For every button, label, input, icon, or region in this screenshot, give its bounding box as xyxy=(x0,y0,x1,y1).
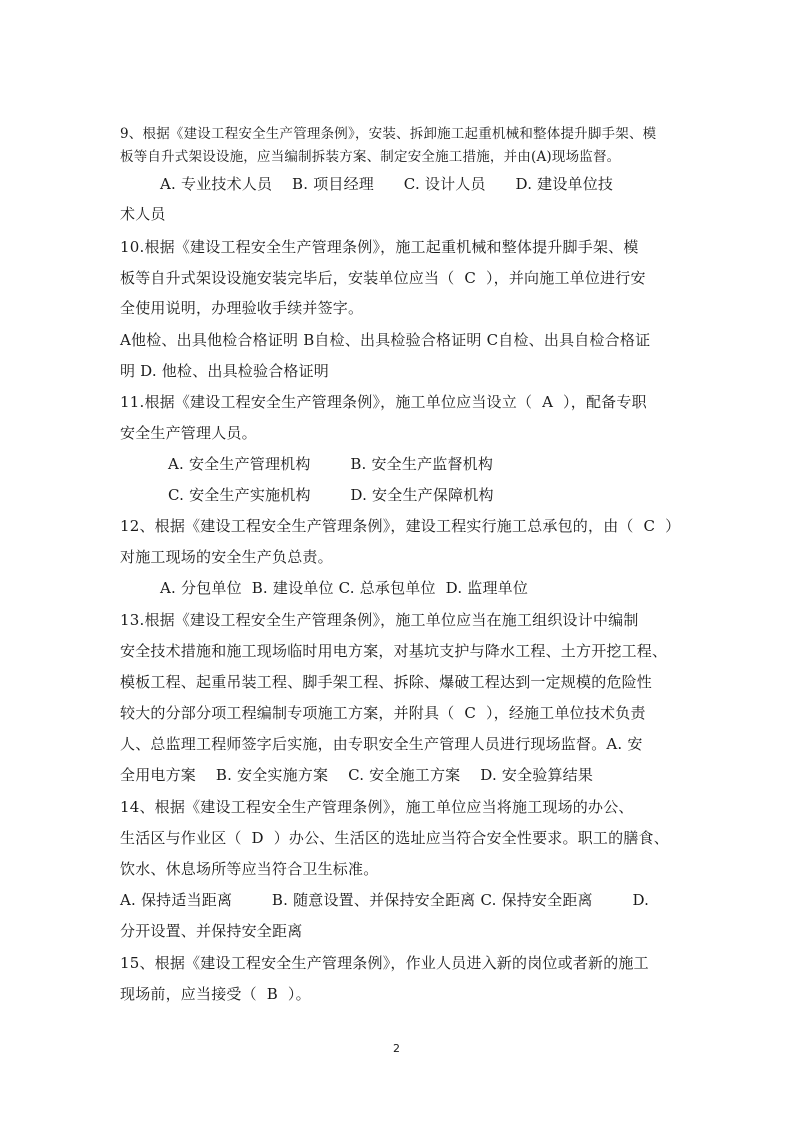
q13-stem-line-5: 人、总监理工程师签字后实施，由专职安全生产管理人员进行现场监督。A. 安 xyxy=(120,735,643,753)
q14-stem-line-1: 14、根据《建设工程安全生产管理条例》，施工单位应当将施工现场的办公、 xyxy=(120,798,634,816)
q12-stem-line-1: 12、根据《建设工程安全生产管理条例》，建设工程实行施工总承包的，由（ C ） xyxy=(120,517,681,535)
q11-options-row-2: C. 安全生产实施机构 D. 安全生产保障机构 xyxy=(168,486,494,504)
page-number: 2 xyxy=(393,1042,400,1055)
q9-options-cont: 术人员 xyxy=(120,205,166,223)
q10-stem-line-3: 全使用说明，办理验收手续并签字。 xyxy=(120,299,364,317)
q9-options: A. 专业技术人员 B. 项目经理 C. 设计人员 D. 建设单位技 xyxy=(160,175,614,193)
q9-stem-line-2: 板等自升式架设设施，应当编制拆装方案、制定安全施工措施，并由(A)现场监督。 xyxy=(120,149,621,165)
q13-options: 全用电方案 B. 安全实施方案 C. 安全施工方案 D. 安全验算结果 xyxy=(120,766,594,784)
q14-options-cont: 分开设置、并保持安全距离 xyxy=(120,922,303,940)
q14-options: A. 保持适当距离 B. 随意设置、并保持安全距离 C. 保持安全距离 D. xyxy=(120,891,650,909)
q15-stem-line-1: 15、根据《建设工程安全生产管理条例》，作业人员进入新的岗位或者新的施工 xyxy=(120,954,649,972)
q9-stem-line-1: 9、根据《建设工程安全生产管理条例》，安装、拆卸施工起重机械和整体提升脚手架、模 xyxy=(120,126,657,142)
q14-stem-line-2: 生活区与作业区（ D ）办公、生活区的选址应当符合安全性要求。职工的膳食、 xyxy=(120,829,669,847)
q13-stem-line-1: 13.根据《建设工程安全生产管理条例》，施工单位应当在施工组织设计中编制 xyxy=(120,611,639,629)
q11-stem-line-2: 安全生产管理人员。 xyxy=(120,424,257,442)
q10-options: A他检、出具他检合格证明 B自检、出具检验合格证明 C自检、出具自检合格证 xyxy=(120,331,651,349)
q13-stem-line-4: 较大的分部分项工程编制专项施工方案，并附具（ C ），经施工单位技术负责 xyxy=(120,704,646,722)
q12-options: A. 分包单位 B. 建设单位 C. 总承包单位 D. 监理单位 xyxy=(160,579,529,597)
q10-stem-line-1: 10.根据《建设工程安全生产管理条例》，施工起重机械和整体提升脚手架、模 xyxy=(120,238,639,256)
q15-stem-line-2: 现场前，应当接受（ B ）。 xyxy=(120,985,311,1003)
q12-stem-line-2: 对施工现场的安全生产负总责。 xyxy=(120,548,333,566)
q11-options-row-1: A. 安全生产管理机构 B. 安全生产监督机构 xyxy=(168,455,494,473)
q10-stem-line-2: 板等自升式架设设施安装完毕后，安装单位应当（ C ），并向施工单位进行安 xyxy=(120,269,646,287)
q11-stem-line-1: 11.根据《建设工程安全生产管理条例》，施工单位应当设立（ A ），配备专职 xyxy=(120,393,647,411)
q13-stem-line-2: 安全技术措施和施工现场临时用电方案，对基坑支护与降水工程、土方开挖工程、 xyxy=(120,642,668,660)
q14-stem-line-3: 饮水、休息场所等应当符合卫生标准。 xyxy=(120,860,379,878)
q10-options-cont: 明 D. 他检、出具检验合格证明 xyxy=(120,362,329,380)
q13-stem-line-3: 模板工程、起重吊装工程、脚手架工程、拆除、爆破工程达到一定规模的危险性 xyxy=(120,673,653,691)
